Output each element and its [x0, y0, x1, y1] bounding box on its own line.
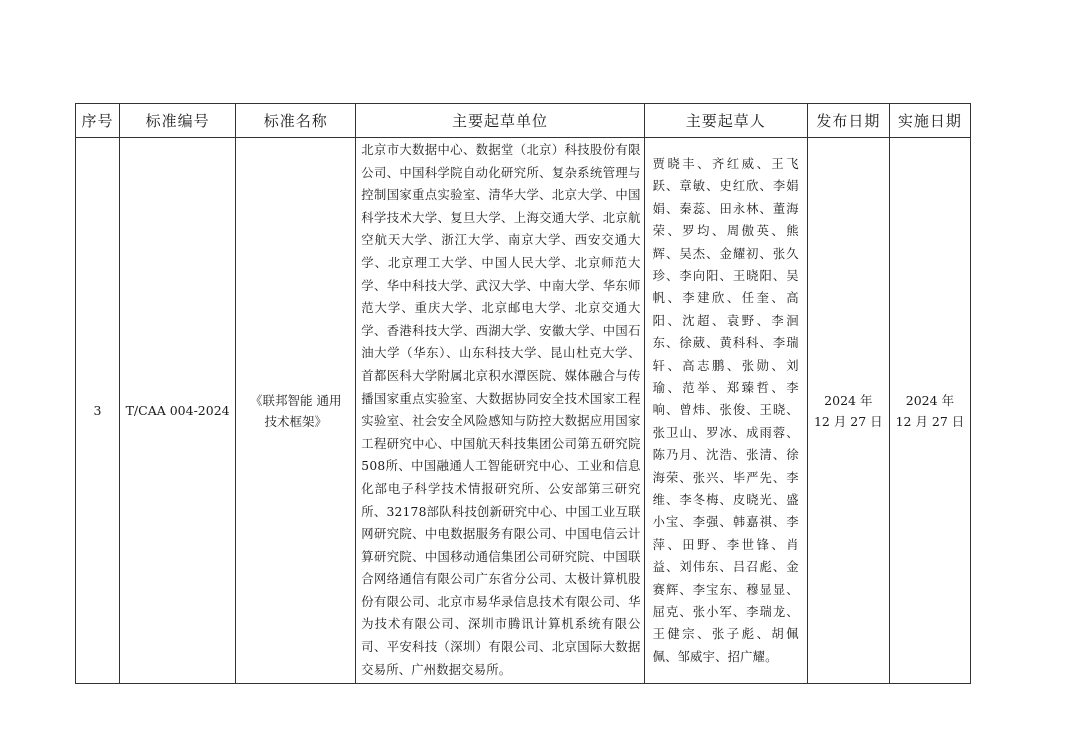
header-row — [76, 104, 971, 138]
header-publish-date: 发布日期 — [807, 104, 889, 138]
cell-publish-date — [807, 138, 889, 684]
publish-date — [808, 390, 889, 432]
table-body — [76, 138, 971, 684]
standards-table — [75, 103, 971, 684]
implement-date-month-day: 12 月 27 日 — [895, 413, 965, 429]
table-row — [76, 138, 971, 684]
publish-date-month-day: 12 月 27 日 — [813, 413, 883, 429]
cell-implement-date — [889, 138, 970, 684]
cell-seq: 3 — [76, 138, 120, 684]
cell-standard-code: T/CAA 004-2024 — [120, 138, 236, 684]
cell-standard-name: 《联邦智能 通用技术框架》 — [236, 138, 356, 684]
implement-date-year: 2024 年 — [905, 392, 955, 408]
cell-drafters: 贾晓丰、齐红威、王飞跃、章敏、史红欣、李娟娟、秦蕊、田永林、董海荣、罗均、周傲英、熊辉、吴杰、金耀初、张久珍、李向阳、王晓阳、吴帆、李建欣、任奎、高阳、沈超、袁野、李洄东、徐葳、黄科科、李瑞轩、高志鹏、张勋、刘瑜、范举、郑臻哲、李响、曾炜、张俊、王晓、张卫山、罗冰、成雨蓉、陈乃月、沈浩、张清、徐海荣、张兴、毕严先、李维、李冬梅、皮晓光、盛小宝、李强、韩嘉祺、李萍、田野、李世锋、肖益、刘伟东、吕召彪、金赛辉、李宝东、穆显显、屈克、张小军、李瑞龙、王健宗、张子彪、胡佩佩、邹威宇、招广耀。 — [644, 138, 807, 684]
header-authors: 主要起草人 — [644, 104, 807, 138]
header-code: 标准编号 — [120, 104, 236, 138]
publish-date-year: 2024 年 — [824, 392, 873, 408]
header-name: 标准名称 — [236, 104, 356, 138]
table-header — [76, 104, 971, 138]
header-units: 主要起草单位 — [356, 104, 644, 138]
header-seq: 序号 — [76, 104, 120, 138]
cell-drafting-units: 北京市大数据中心、数据堂（北京）科技股份有限公司、中国科学院自动化研究所、复杂系统管理与控制国家重点实验室、清华大学、北京大学、中国科学技术大学、复旦大学、上海交通大学、北京航空航天大学、浙江大学、南京大学、西安交通大学、北京理工大学、中国人民大学、北京师范大学、华中科技大学、武汉大学、中南大学、华东师范大学、重庆大学、北京邮电大学、北京交通大学、香港科技大学、西湖大学、安徽大学、中国石油大学（华东）、山东科技大学、昆山杜克大学、首都医科大学附属北京积水潭医院、媒体融合与传播国家重点实验室、大数据协同安全技术国家工程实验室、社会安全风险感知与防控大数据应用国家工程研究中心、中国航天科技集团公司第五研究院508所、中国融通人工智能研究中心、工业和信息化部电子科学技术情报研究所、公安部第三研究所、32178部队科技创新研究中心、中国工业互联网研究院、中电数据服务有限公司、中国电信云计算研究院、中国移动通信集团公司研究院、中国联合网络通信有限公司广东省分公司、太极计算机股份有限公司、北京市易华录信息技术有限公司、华为技术有限公司、深圳市腾讯计算机系统有限公司、平安科技（深圳）有限公司、北京国际大数据交易所、广州数据交易所。 — [356, 138, 644, 684]
implement-date — [890, 390, 970, 432]
header-implement-date: 实施日期 — [889, 104, 970, 138]
